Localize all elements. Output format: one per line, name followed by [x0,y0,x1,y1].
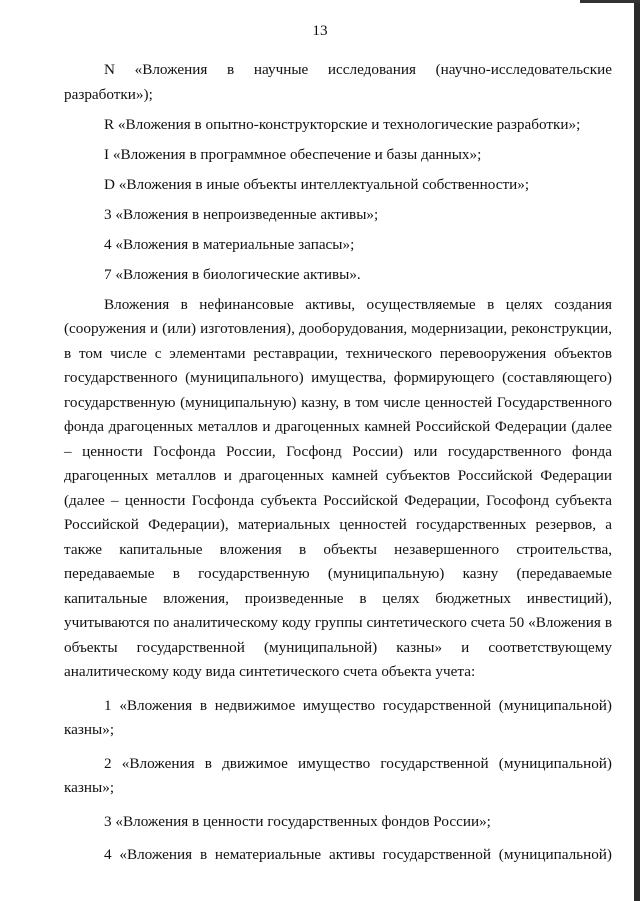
scan-border-right [634,0,640,901]
sub-item-1: 1 «Вложения в недвижимое имущество государственной (муниципальной) казны»; [64,696,612,738]
list-item-3: 3 «Вложения в непроизведенные активы»; [104,205,379,223]
main-paragraph: Вложения в нефинансовые активы, осуществляемые в целях создания (сооружения и (или) изготовления), дооборудования, модернизации, реконструкции, в том числе с элементами реставрации, технического перевооружения объектов государственного (муниципального) имущества, формирующего (составляющего) государственную (муниципальную) казну, в том числе ценностей Государственного фонда драгоценных металлов и драгоценных камней Российской Федерации (далее – ценности Госфонда России, Госфонд России) или государственного фонда драгоценных металлов и драгоценных камней субъектов Российской Федерации (далее – ценности Госфонда субъекта Российской Федерации, Гософонд субъекта Российской Федерации), материальных ценностей государственных резервов, а также капитальные вложения в объекты незавершенного строительства, передаваемые в государственную (муниципальную) казну (передаваемые капитальные вложения, произведенные в целях бюджетных инвестиций), учитываются по аналитическому коду группы синтетического счета 50 «Вложения в объекты государственной (муниципальной) казны» и соответствующему аналитическому коду вида синтетического счета объекта учета: [64,295,612,680]
sub-item-4: 4 «Вложения в нематериальные активы государственной (муниципальной) [104,846,612,863]
document-body [64,58,612,877]
list-item-7: 7 «Вложения в биологические активы». [104,265,361,283]
list-item-i: I «Вложения в программное обеспечение и базы данных»; [104,145,482,163]
sub-item-2: 2 «Вложения в движимое имущество государственной (муниципальной) казны»; [64,754,612,796]
list-item-r: R «Вложения в опытно-конструкторские и технологические разработки»; [104,115,581,133]
list-item-4: 4 «Вложения в материальные запасы»; [104,235,355,253]
page-number: 13 [312,22,328,39]
scan-border-top [580,0,640,3]
sub-item-3: 3 «Вложения в ценности государственных фондов России»; [104,812,491,830]
list-item-n: N «Вложения в научные исследования (научно-исследовательские разработки»); [64,61,612,103]
list-item-d: D «Вложения в иные объекты интеллектуальной собственности»; [104,175,530,193]
